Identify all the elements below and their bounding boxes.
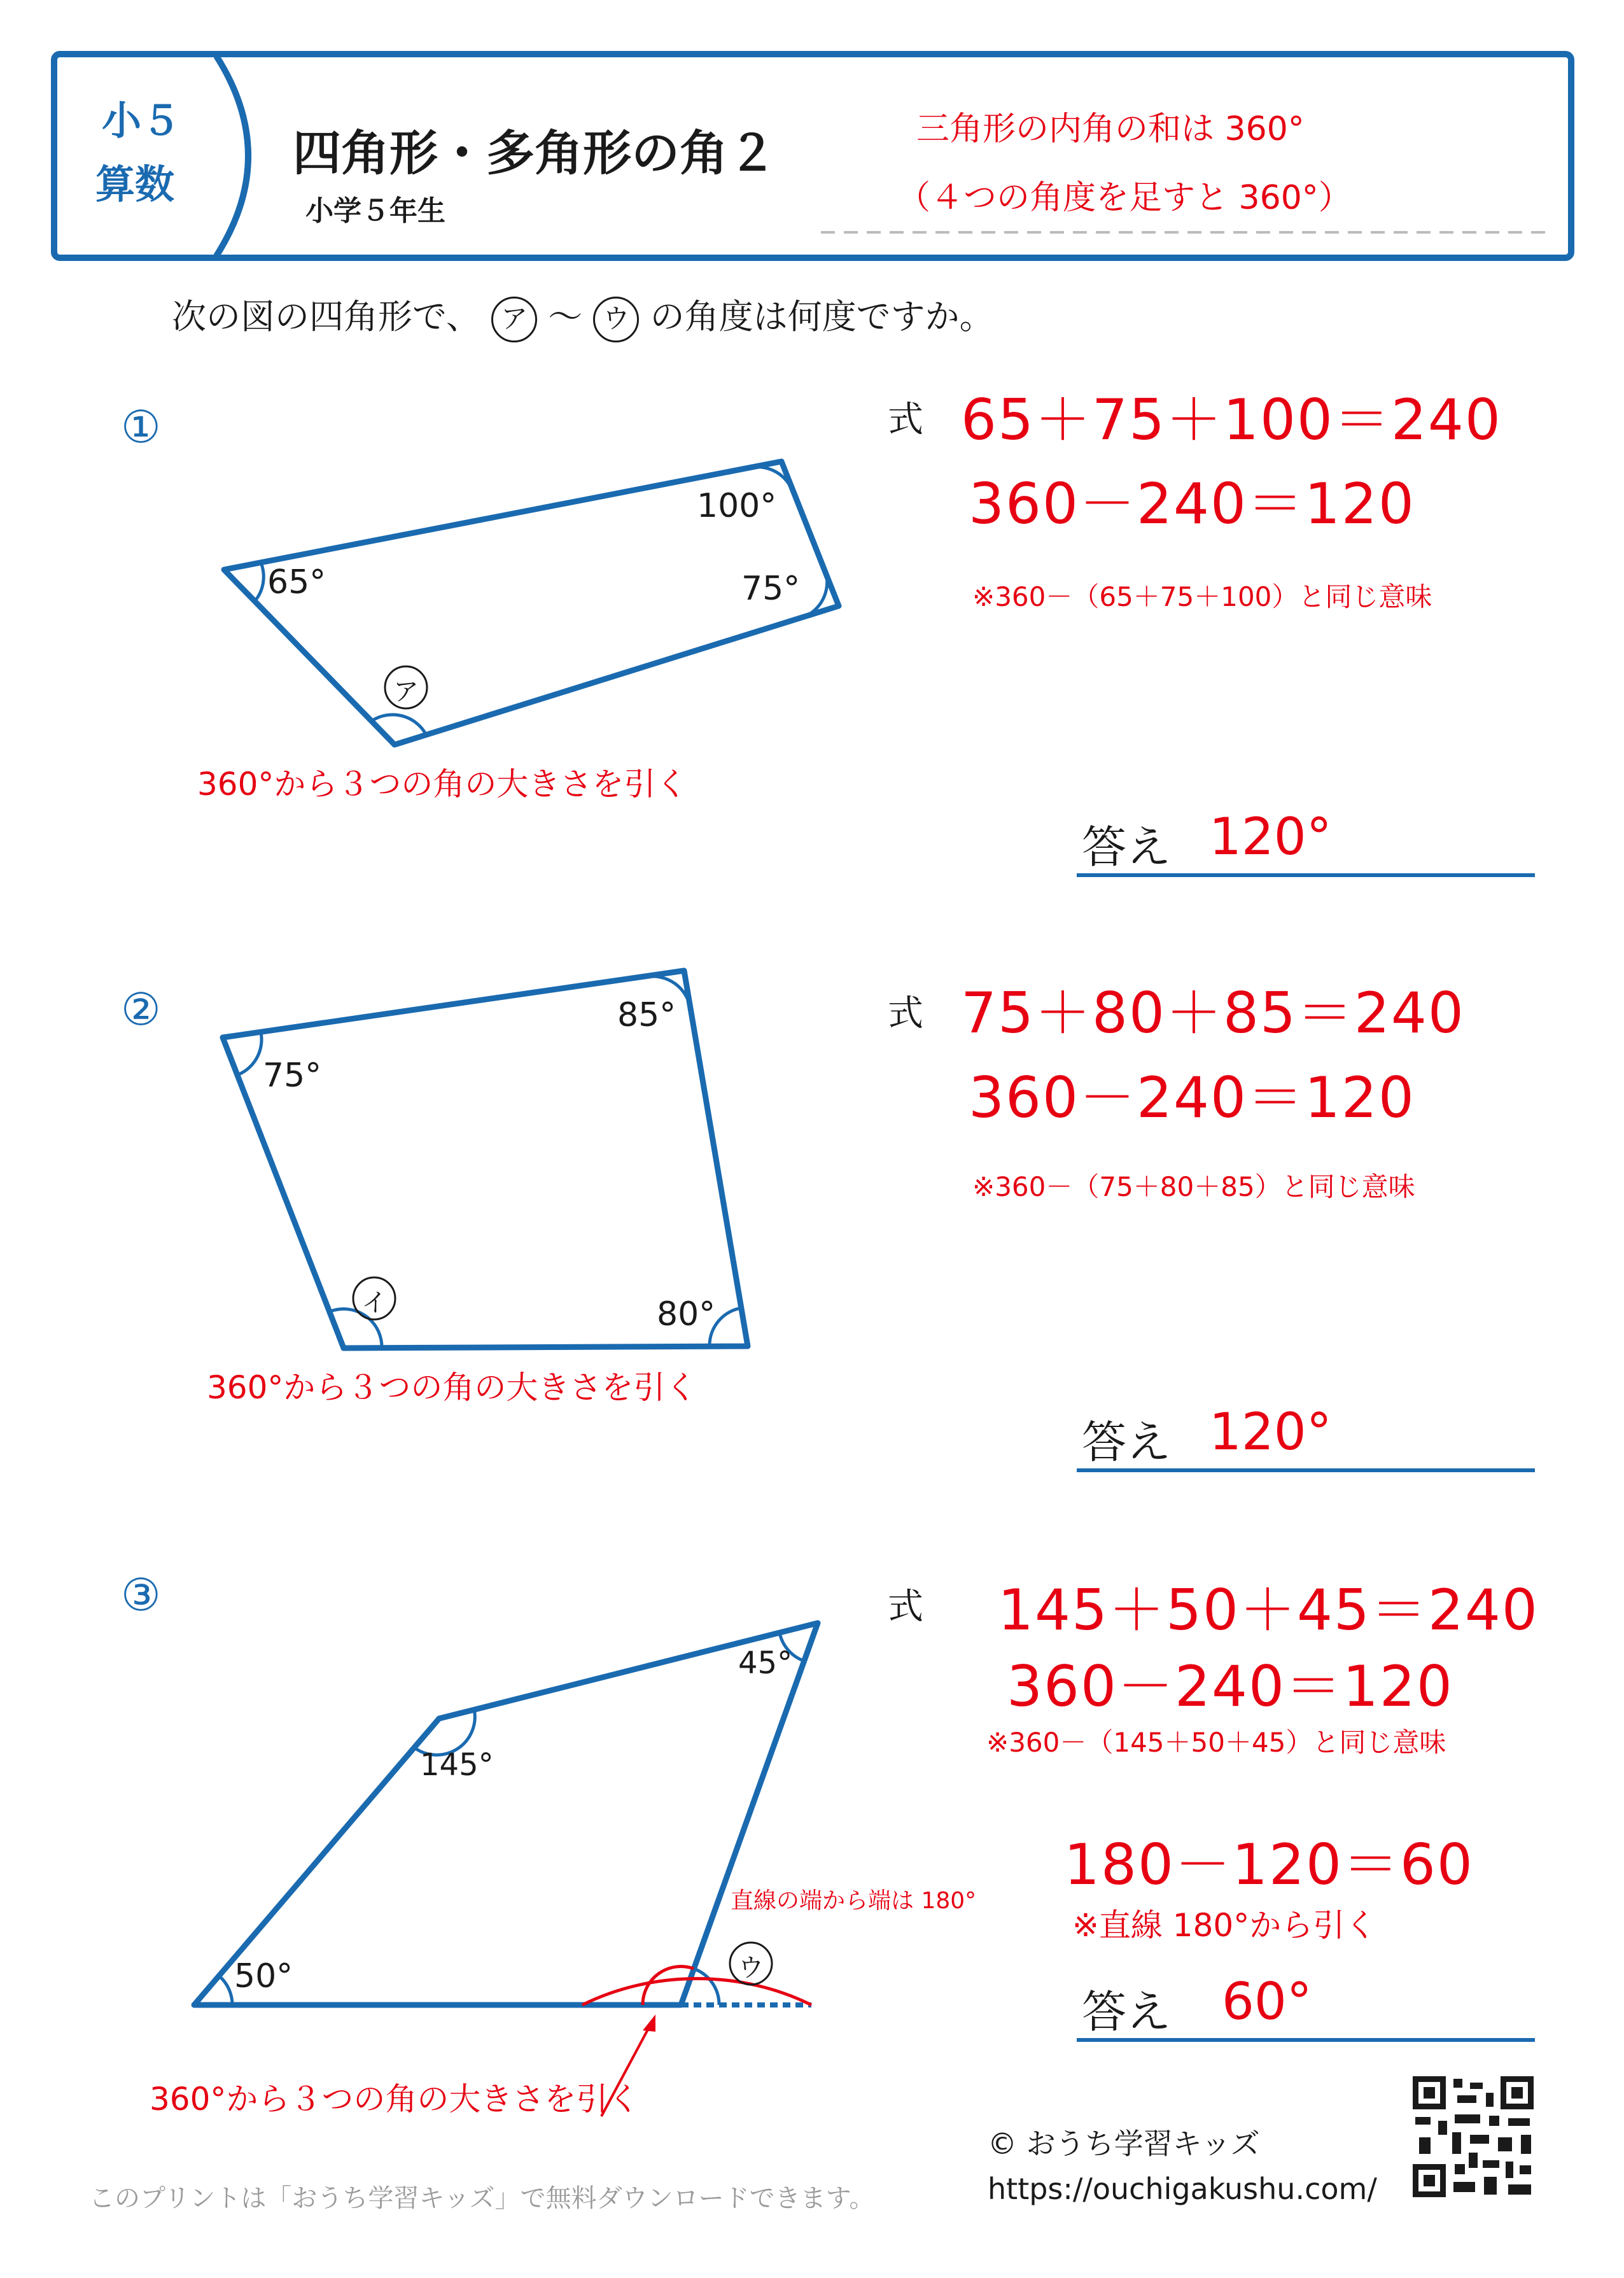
instruction-tilde: ～ [548,297,583,337]
site-url[interactable]: https://ouchigakushu.com/ [988,2172,1377,2206]
hint-arrow-head [643,2014,655,2032]
angle-label-3b: 145° [420,1747,494,1783]
angle-label-2b: 85° [617,996,676,1034]
straight-angle-arc [582,1979,811,2005]
page-subtitle: 小学５年生 [305,195,445,227]
problem-1-number: ① [121,401,161,453]
angle-label-1c: 75° [741,570,801,608]
problem-3-eq3: 180－120＝60 [1064,1832,1474,1897]
problem-1-shiki-label: 式 [888,399,923,440]
problem-3-note2: ※直線 180°から引く [1072,1907,1377,1944]
problem-3-number: ③ [121,1569,161,1621]
problem-3-eq2: 360－240＝120 [1007,1654,1453,1719]
unknown-label-3: ウ [738,1953,764,1983]
problem-3-answer-label: 答え [1082,1986,1171,2038]
instruction-suffix: の角度は何度ですか。 [650,297,994,337]
page-title: 四角形・多角形の角２ [293,125,776,181]
problem-3-answer: 60° [1222,1972,1312,2031]
problem-2-eq2: 360－240＝120 [969,1065,1415,1130]
problem-2-answer-line [1077,1468,1535,1472]
problem-1-note: ※360－（65＋75＋100）と同じ意味 [972,581,1432,612]
problem-3-eq1: 145＋50＋45＝240 [998,1577,1539,1643]
problem-2-answer: 120° [1209,1402,1332,1461]
unknown-label-2: イ [361,1288,387,1318]
angle-label-3a: 50° [234,1957,293,1995]
angle-label-3c: 45° [738,1645,793,1681]
qr-code [1413,2076,1534,2197]
problem-2-hint: 360°から３つの角の大きさを引く [207,1369,697,1406]
problem-2-note: ※360－（75＋80＋85）と同じ意味 [972,1171,1415,1202]
problem-1-answer-label: 答え [1082,821,1171,873]
problem-2-shiki-label: 式 [888,993,923,1034]
problem-2-number: ② [121,983,161,1036]
problem-1-hint: 360°から３つの角の大きさを引く [197,766,688,803]
angle-label-2c: 80° [657,1295,716,1333]
problem-1-answer: 120° [1209,807,1332,866]
footer-note: このプリントは「おうち学習キッズ」で無料ダウンロードできます。 [89,2184,875,2213]
straight-line-note: 直線の端から端は 180° [731,1888,977,1914]
problem-3-answer-line [1077,2038,1535,2042]
copyright: © おうち学習キッズ [988,2127,1260,2161]
mark-from: ア [491,297,537,342]
hint-line-1: 三角形の内角の和は 360° [916,110,1305,148]
grade-label: 小５ [102,97,181,144]
instruction-prefix: 次の図の四角形で、 [172,297,480,337]
angle-arc-2-75 [235,1032,262,1076]
hint-line-2: （４つの角度を足すと 360°） [897,179,1352,217]
problem-1-eq2: 360－240＝120 [969,471,1415,537]
mark-to: ウ [593,297,639,342]
problem-3-shiki-label: 式 [888,1586,923,1628]
problem-2-answer-label: 答え [1082,1416,1171,1468]
angle-arc-3-50 [220,1976,232,2005]
problem-2-eq1: 75＋80＋85＝240 [961,980,1465,1046]
angle-label-1b: 100° [697,487,777,525]
problem-3-note: ※360－（145＋50＋45）と同じ意味 [986,1727,1446,1758]
problem-3-hint: 360°から３つの角の大きさを引く [150,2081,640,2118]
unknown-label-1: ア [393,677,419,707]
subject-label: 算数 [95,161,175,207]
angle-arc-3-u [694,1969,719,2005]
problem-1-eq1: 65＋75＋100＝240 [961,387,1502,453]
angle-label-2a: 75° [263,1057,322,1095]
problem-1-answer-line [1077,873,1535,877]
quadrilateral-3 [194,1623,818,2005]
angle-arc-1-65 [255,563,263,601]
angle-label-1a: 65° [267,563,326,601]
